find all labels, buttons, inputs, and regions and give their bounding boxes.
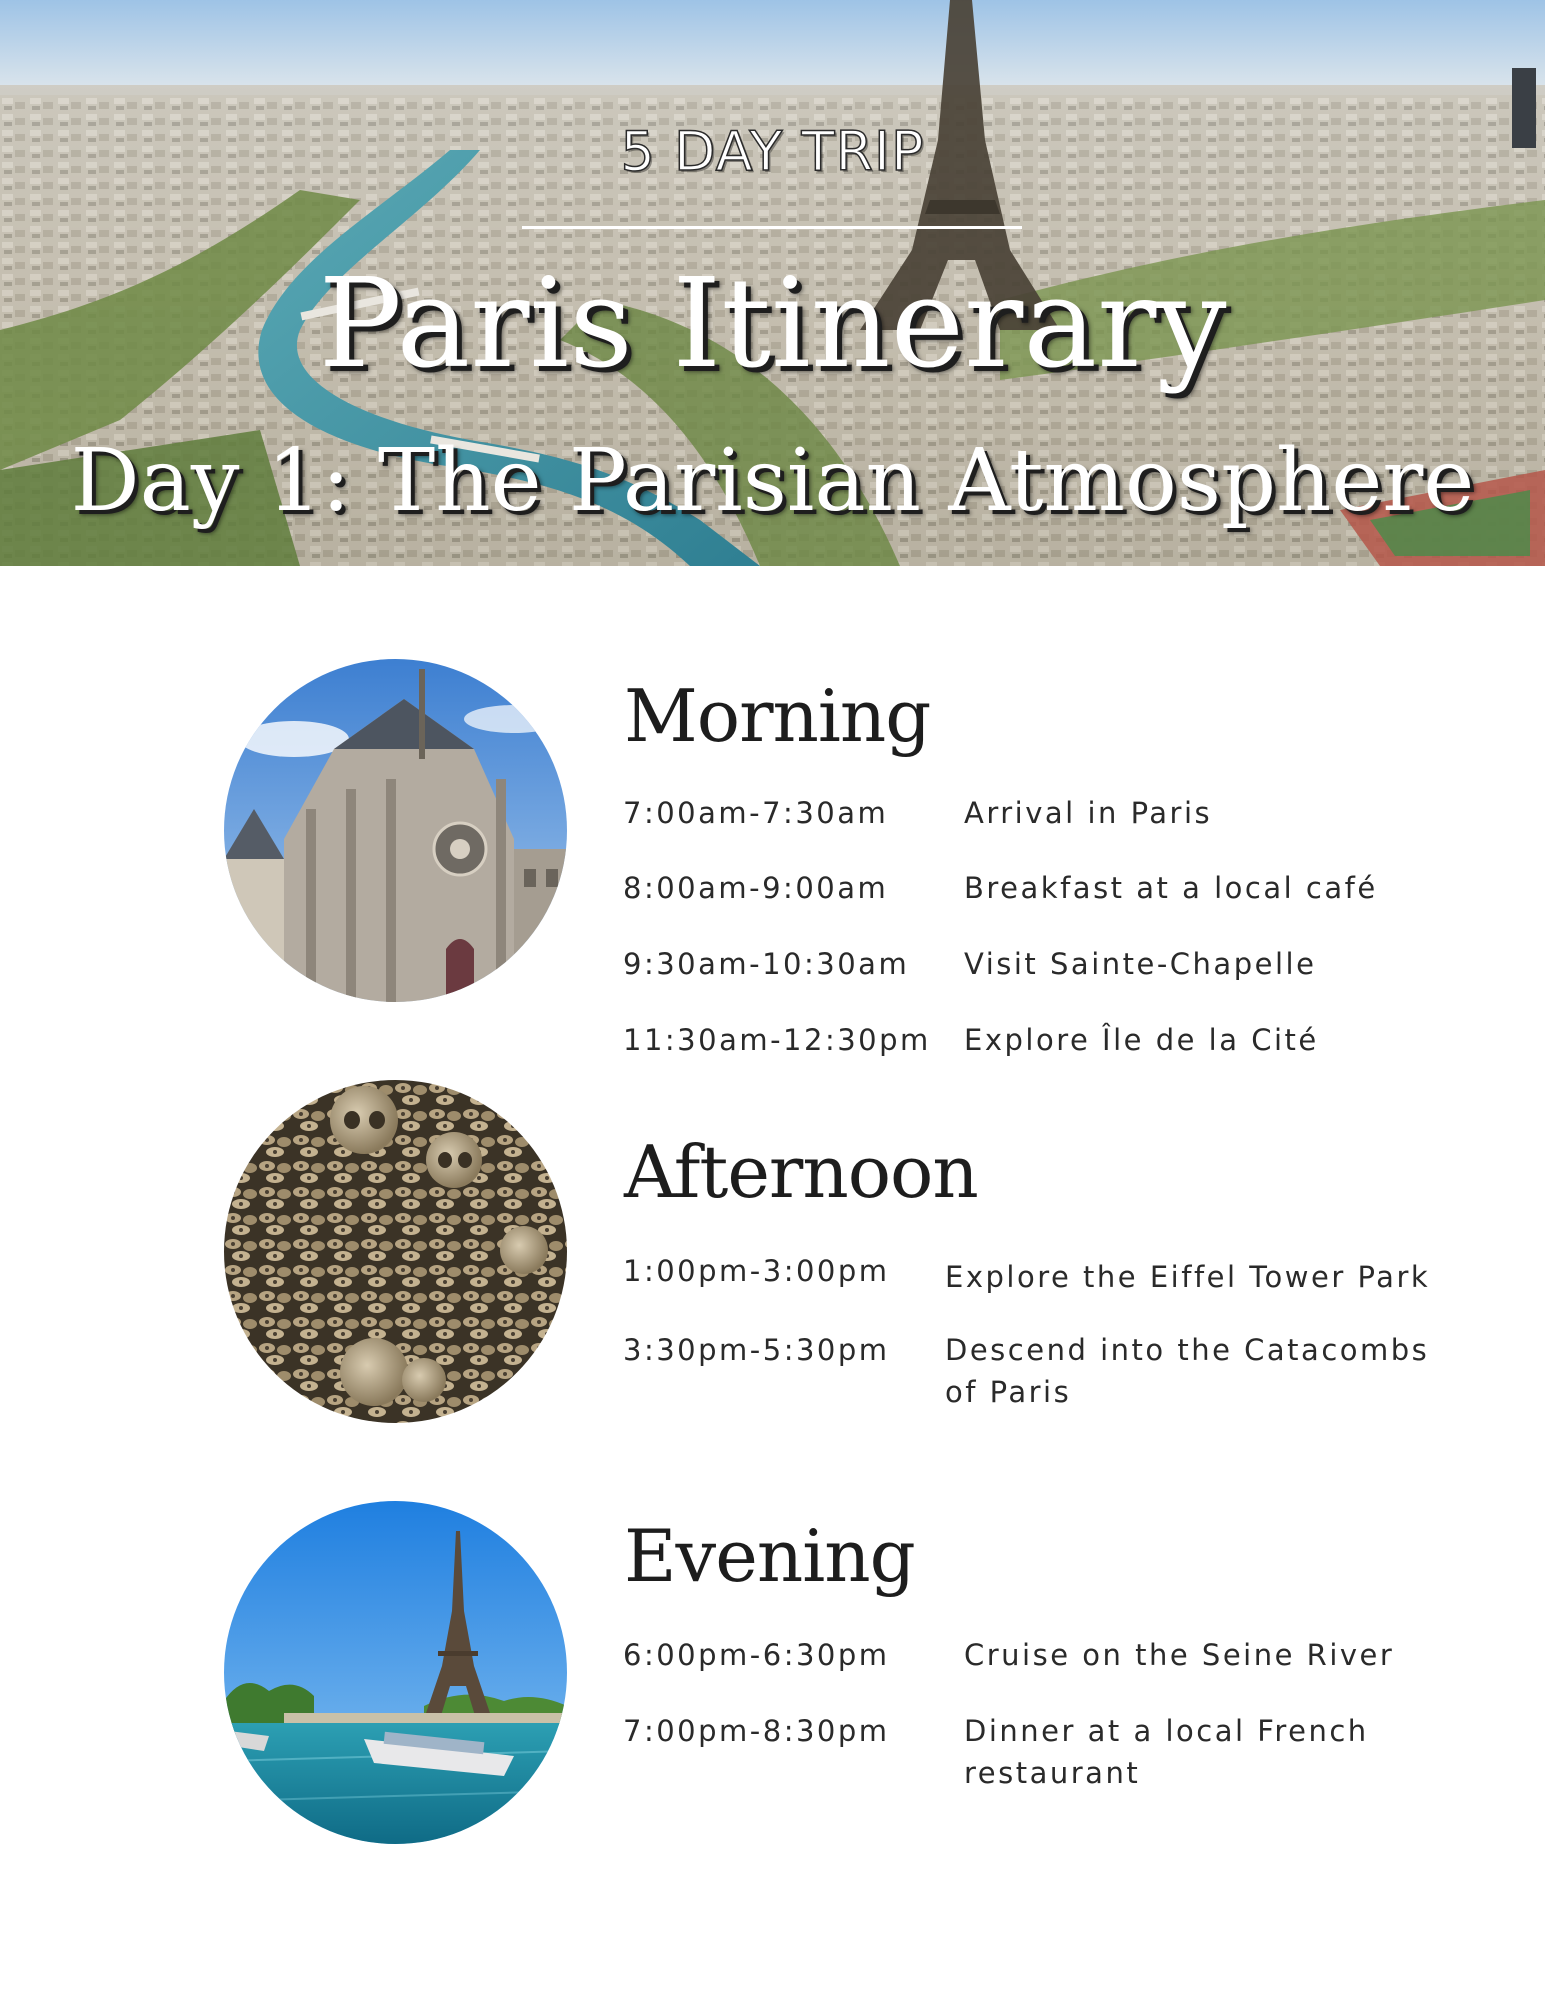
time-slot: 8:00am-9:00am [623, 871, 889, 905]
hero-banner [0, 0, 1545, 566]
time-slot: 6:00pm-6:30pm [623, 1638, 890, 1672]
activity: Explore the Eiffel Tower Park [945, 1260, 1431, 1294]
activity: Visit Sainte-Chapelle [964, 947, 1317, 981]
activity: Descend into the Catacombs of Paris [945, 1333, 1430, 1409]
time-slot: 7:00pm-8:30pm [623, 1714, 890, 1748]
section-heading-morning: Morning [624, 674, 931, 758]
sainte-chapelle-photo [224, 659, 567, 1002]
catacombs-photo [224, 1080, 567, 1423]
activity: Arrival in Paris [964, 796, 1213, 830]
time-slot: 1:00pm-3:00pm [623, 1254, 890, 1288]
page-title: Paris Itinerary [318, 252, 1227, 396]
activity: Explore Île de la Cité [964, 1023, 1319, 1057]
day-title: Day 1: The Parisian Atmosphere [70, 431, 1475, 531]
title-divider [522, 226, 1022, 229]
trip-length-label: 5 DAY TRIP [620, 120, 925, 183]
seine-river-photo [224, 1501, 567, 1844]
time-slot: 3:30pm-5:30pm [623, 1333, 890, 1367]
section-heading-afternoon: Afternoon [624, 1130, 978, 1214]
activity: Dinner at a local French restaurant [964, 1714, 1369, 1790]
time-slot: 9:30am-10:30am [623, 947, 910, 981]
time-slot: 11:30am-12:30pm [623, 1023, 931, 1057]
time-slot: 7:00am-7:30am [623, 796, 889, 830]
activity: Breakfast at a local café [964, 871, 1378, 905]
section-heading-evening: Evening [624, 1514, 915, 1598]
activity: Cruise on the Seine River [964, 1638, 1395, 1672]
